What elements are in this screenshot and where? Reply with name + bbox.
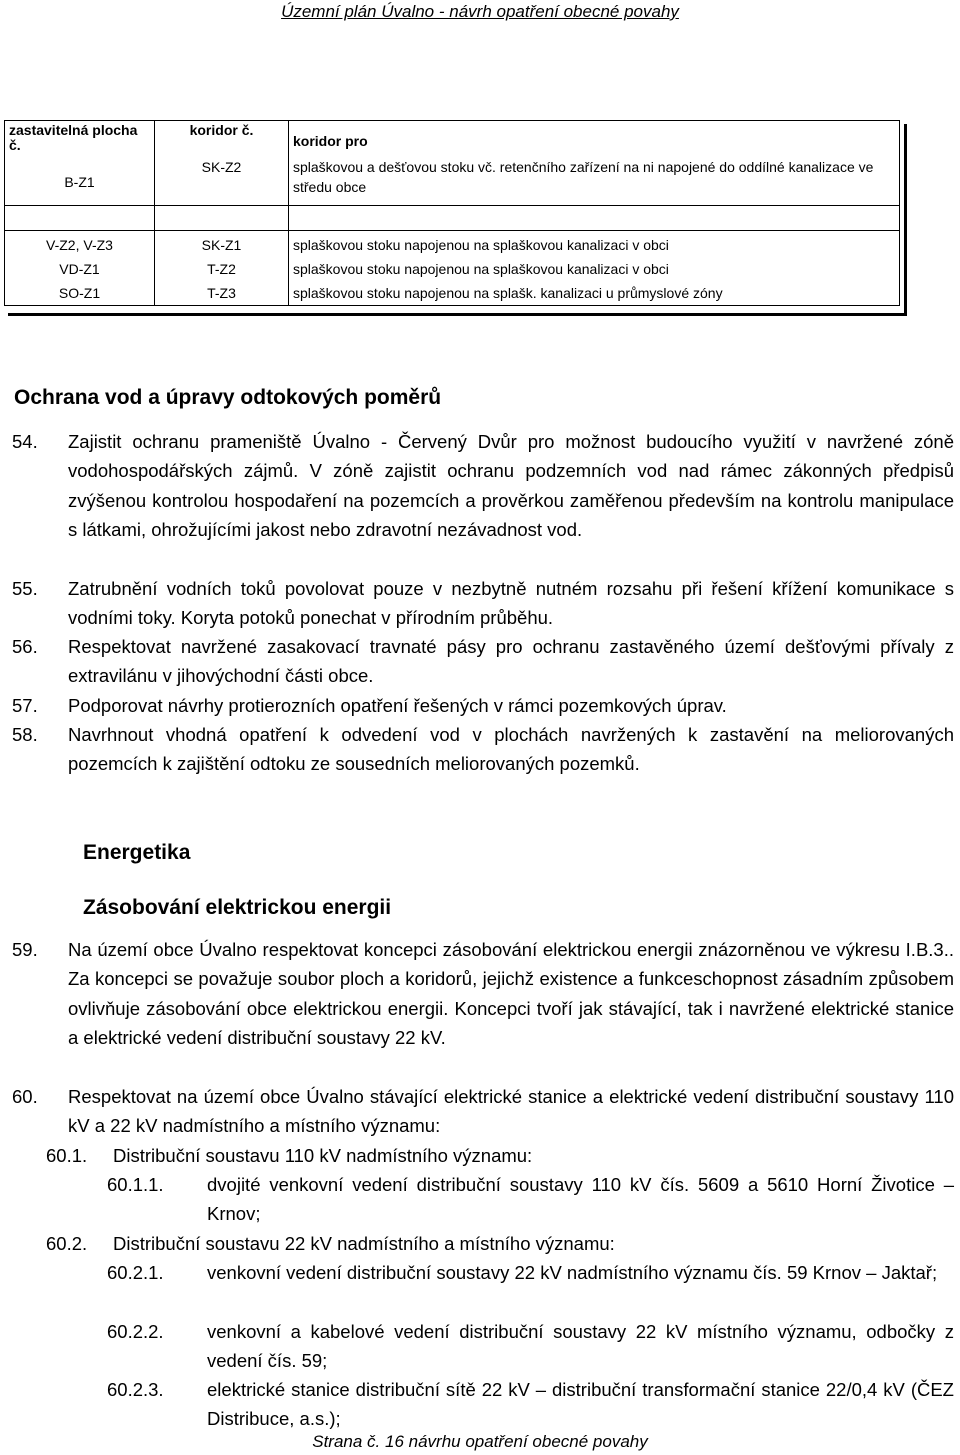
table-head-plocha: zastavitelná plocha č. — [5, 121, 155, 156]
item-text: Zatrubnění vodních toků povolovat pouze v nezbytně nutném rozsahu při řešení křížení komunikace s vodními toky. Koryta potoků ponechat v přírodním průběhu. — [68, 578, 954, 629]
table-row — [5, 231, 900, 258]
page-header — [0, 2, 960, 22]
item-number: 54. — [12, 431, 38, 452]
table-cell: SK-Z1 — [155, 231, 289, 258]
item-text: Respektovat na území obce Úvalno stávající elektrické stanice a elektrické vedení distribuční soustavy 110 kV a 22 kV nadmístního a místního významu: — [68, 1086, 954, 1137]
table-cell: SO-Z1 — [5, 281, 155, 306]
item-text: Zajistit ochranu prameniště Úvalno - Červený Dvůr pro možnost budoucího využití v navržené zóně vodohospodářských zájmů. V zóně zajistit ochranu podzemních vod nad rámec zákonných předpisů zvýšenou kontrolou hospodaření na pozemcích a prověrkou zaměřenou především na kontrolu manipulace s látkami, ohrožujícími jakost nebo zdravotní nezávadnost vod. — [68, 431, 954, 540]
item-text: Na území obce Úvalno respektovat koncepci zásobování elektrickou energii znázorněnou ve výkresu I.B.3.. Za koncepci se považuje soubor ploch a koridorů, jejichž existence a funkceschopnost zásadním způsobem ovlivňuje zásobování obce elektrickou energii. Koncepci tvoří jak stávající, tak i navržené elektrické stanice a elektrické vedení distribuční soustavy 22 kV. — [68, 939, 954, 1048]
table-cell: T-Z3 — [155, 281, 289, 306]
item-text: Distribuční soustavu 22 kV nadmístního a místního významu: — [113, 1233, 615, 1254]
table-cell: B-Z1 — [5, 155, 155, 206]
table-cell: splaškovou stoku napojenou na splaškovou kanalizaci v obci — [289, 257, 900, 281]
item-number: 60.1.1. — [107, 1174, 164, 1195]
section-subtitle-electricity: Zásobování elektrickou energii — [83, 896, 392, 919]
table-cell: SK-Z2 — [155, 155, 289, 206]
item-text: Distribuční soustavu 110 kV nadmístního významu: — [113, 1145, 533, 1166]
table-shadow — [8, 313, 907, 316]
table-row — [5, 281, 900, 306]
item-number: 60.2.1. — [107, 1262, 164, 1283]
table-cell: T-Z2 — [155, 257, 289, 281]
item-number: 60.2.2. — [107, 1321, 164, 1342]
item-text: Podporovat návrhy protierozních opatření řešených v rámci pozemkových úprav. — [68, 695, 727, 716]
item-number: 60. — [12, 1086, 38, 1107]
item-number: 60.2. — [46, 1233, 88, 1254]
item-text: elektrické stanice distribuční sítě 22 kV – distribuční transformační stanice 22/0,4 kV (ČEZ Distribuce, a.s.); — [207, 1379, 954, 1430]
section-title-energy: Energetika — [83, 841, 191, 864]
item-text: dvojité venkovní vedení distribuční soustavy 110 kV čís. 5609 a 5610 Horní Životice – Krnov; — [207, 1174, 954, 1225]
table-cell: splaškovou stoku napojenou na splašk. kanalizaci u průmyslové zóny — [289, 281, 900, 306]
table-row — [5, 206, 900, 231]
item-number: 59. — [12, 939, 38, 960]
corridor-table — [4, 120, 900, 306]
page-header-title: Územní plán Úvalno - návrh opatření obecné povahy — [281, 2, 679, 21]
table-head-koridor-pro: koridor pro — [289, 121, 900, 156]
table-shadow — [904, 124, 907, 316]
item-text: Respektovat navržené zasakovací travnaté pásy pro ochranu zastavěného území dešťovými přívaly z extravilánu v jihovýchodní části obce. — [68, 636, 954, 687]
table-cell: VD-Z1 — [5, 257, 155, 281]
page-footer: Strana č. 16 návrhu opatření obecné povahy — [312, 1432, 648, 1451]
item-text: Navrhnout vhodná opatření k odvedení vod v plochách navržených k zastavění na meliorovaných pozemcích k zajištění odtoku ze sousedních meliorovaných pozemků. — [68, 724, 954, 775]
item-number: 60.1. — [46, 1145, 88, 1166]
table-row — [5, 257, 900, 281]
item-text: venkovní vedení distribuční soustavy 22 kV nadmístního významu čís. 59 Krnov – Jaktař; — [207, 1262, 938, 1283]
table-cell: splaškovou a dešťovou stoku vč. retenčního zařízení na ni napojené do oddílné kanalizace ve středu obce — [289, 155, 900, 206]
section-title-water: Ochrana vod a úpravy odtokových poměrů — [14, 386, 442, 409]
item-text: venkovní a kabelové vedení distribuční soustavy 22 kV místního významu, odbočky z vedení čís. 59; — [207, 1321, 954, 1372]
item-number: 60.2.3. — [107, 1379, 164, 1400]
table-head-koridor: koridor č. — [155, 121, 289, 156]
item-number: 56. — [12, 636, 38, 657]
item-number: 57. — [12, 695, 38, 716]
table-cell: V-Z2, V-Z3 — [5, 231, 155, 258]
item-number: 55. — [12, 578, 38, 599]
item-number: 58. — [12, 724, 38, 745]
table-cell: splaškovou stoku napojenou na splaškovou kanalizaci v obci — [289, 231, 900, 258]
